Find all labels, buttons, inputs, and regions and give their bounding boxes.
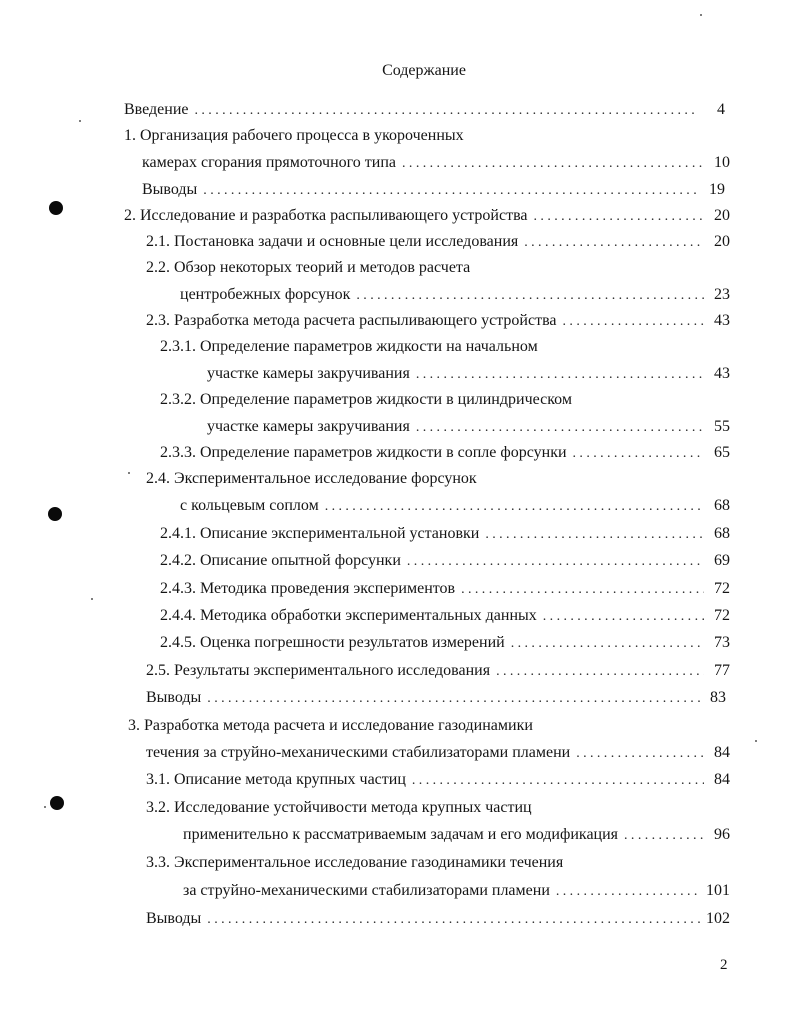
toc-entry-text: 3. Разработка метода расчета и исследование газодинамики xyxy=(128,717,533,734)
toc-entry xyxy=(124,127,464,149)
toc-entry-page: 83 xyxy=(710,689,726,706)
toc-entry xyxy=(146,689,726,711)
toc-entry-text: центробежных форсунок xyxy=(180,286,351,303)
toc-entry xyxy=(146,233,730,255)
toc-entry-text: 1. Организация рабочего процесса в укороченных xyxy=(124,127,464,144)
toc-entry-text: 3.2. Исследование устойчивости метода крупных частиц xyxy=(146,799,532,816)
toc-entry-text: течения за струйно-механическими стабилизаторами пламени xyxy=(146,744,571,761)
toc-entry-text: 2.1. Постановка задачи и основные цели исследования xyxy=(146,233,519,250)
toc-dot-leader xyxy=(412,773,704,789)
toc-dot-leader xyxy=(563,314,704,330)
toc-entry-text: 2.4.5. Оценка погрешности результатов измерений xyxy=(160,634,505,651)
toc-dot-leader xyxy=(496,664,704,680)
toc-entry xyxy=(160,338,538,360)
toc-entry xyxy=(160,444,730,466)
toc-entry xyxy=(180,497,730,519)
scan-speck xyxy=(128,472,130,474)
page-title: Содержание xyxy=(382,62,466,79)
toc-entry xyxy=(142,154,730,176)
toc-entry xyxy=(207,365,730,387)
toc-entry-page: 55 xyxy=(714,418,730,435)
toc-entry xyxy=(146,744,730,766)
toc-entry-text: 3.3. Экспериментальное исследование газодинамики течения xyxy=(146,854,564,871)
toc-entry xyxy=(146,771,730,793)
toc-entry-text: 2.4.2. Описание опытной форсунки xyxy=(160,552,401,569)
toc-entry-text: 2.4.4. Методика обработки экспериментальных данных xyxy=(160,607,537,624)
toc-entry-page: 84 xyxy=(714,744,730,761)
toc-dot-leader xyxy=(556,884,700,900)
toc-entry xyxy=(146,662,730,684)
toc-entry-text: 3.1. Описание метода крупных частиц xyxy=(146,771,406,788)
toc-dot-leader xyxy=(534,209,704,225)
toc-entry-page: 72 xyxy=(714,580,730,597)
toc-dot-leader xyxy=(416,367,704,383)
toc-entry-text: применительно к рассматриваемым задачам и его модификация xyxy=(183,826,619,843)
scan-speck xyxy=(755,740,757,742)
toc-dot-leader xyxy=(207,912,700,928)
toc-dot-leader xyxy=(461,582,704,598)
toc-entry xyxy=(146,799,532,821)
toc-dot-leader xyxy=(543,609,704,625)
toc-entry-text: Выводы xyxy=(146,910,202,927)
page-number: 2 xyxy=(720,957,728,973)
toc-entry xyxy=(183,882,730,904)
toc-entry-page: 72 xyxy=(714,607,730,624)
binder-hole-mark xyxy=(50,796,64,810)
toc-entry xyxy=(142,181,725,203)
toc-dot-leader xyxy=(511,636,704,652)
scan-speck xyxy=(44,806,46,808)
binder-hole-mark xyxy=(48,507,62,521)
toc-entry xyxy=(124,101,725,123)
toc-entry xyxy=(146,910,730,932)
toc-entry xyxy=(183,826,730,848)
toc-entry-text: Выводы xyxy=(146,689,202,706)
toc-entry-page: 43 xyxy=(714,365,730,382)
toc-dot-leader xyxy=(624,828,704,844)
binder-hole-mark xyxy=(49,201,63,215)
toc-entry xyxy=(146,470,477,492)
toc-dot-leader xyxy=(195,103,700,119)
toc-entry-page: 65 xyxy=(714,444,730,461)
scan-speck xyxy=(700,14,702,16)
toc-entry-text: 2.4. Экспериментальное исследование форсунок xyxy=(146,470,477,487)
toc-entry-page: 43 xyxy=(714,312,730,329)
toc-entry-page: 4 xyxy=(717,101,725,118)
toc-dot-leader xyxy=(203,183,699,199)
toc-entry-page: 102 xyxy=(706,910,730,927)
toc-entry xyxy=(146,259,470,281)
toc-entry-text: с кольцевым соплом xyxy=(180,497,319,514)
toc-dot-leader xyxy=(402,156,704,172)
toc-entry-text: 2. Исследование и разработка распыливающего устройства xyxy=(124,207,528,224)
toc-entry-page: 23 xyxy=(714,286,730,303)
toc-dot-leader xyxy=(485,527,704,543)
toc-dot-leader xyxy=(524,235,704,251)
toc-dot-leader xyxy=(325,499,704,515)
toc-entry-text: за струйно-механическими стабилизаторами пламени xyxy=(183,882,550,899)
toc-entry xyxy=(146,312,730,334)
toc-entry xyxy=(160,391,572,413)
toc-entry-page: 84 xyxy=(714,771,730,788)
toc-entry-text: 2.5. Результаты экспериментального исследования xyxy=(146,662,491,679)
toc-entry-text: 2.2. Обзор некоторых теорий и методов расчета xyxy=(146,259,471,276)
toc-entry-page: 96 xyxy=(714,826,730,843)
toc-entry xyxy=(124,207,730,229)
toc-entry-text: Выводы xyxy=(142,181,198,198)
toc-dot-leader xyxy=(416,420,704,436)
toc-entry-text: 2.4.1. Описание экспериментальной установки xyxy=(160,525,480,542)
toc-entry-page: 69 xyxy=(714,552,730,569)
toc-entry-page: 20 xyxy=(714,233,730,250)
toc-entry-page: 73 xyxy=(714,634,730,651)
toc-entry-text: 2.3.1. Определение параметров жидкости на начальном xyxy=(160,338,538,355)
toc-entry-text: камерах сгорания прямоточного типа xyxy=(142,154,397,171)
toc-entry-text: Введение xyxy=(124,101,189,118)
toc-entry xyxy=(160,607,730,629)
toc-dot-leader xyxy=(576,746,704,762)
toc-dot-leader xyxy=(207,691,700,707)
toc-entry-page: 19 xyxy=(709,181,725,198)
toc-entry-page: 68 xyxy=(714,497,730,514)
toc-entry xyxy=(146,854,563,876)
toc-entry xyxy=(180,286,730,308)
toc-entry xyxy=(160,552,730,574)
toc-entry xyxy=(160,525,730,547)
toc-entry-text: участке камеры закручивания xyxy=(207,365,410,382)
toc-entry-page: 20 xyxy=(714,207,730,224)
toc-dot-leader xyxy=(407,554,704,570)
toc-entry xyxy=(207,418,730,440)
toc-entry-text: 2.3.2. Определение параметров жидкости в цилиндрическом xyxy=(160,391,572,408)
toc-entry-page: 10 xyxy=(714,154,730,171)
toc-entry-page: 68 xyxy=(714,525,730,542)
scan-speck xyxy=(91,598,93,600)
toc-entry-text: 2.4.3. Методика проведения экспериментов xyxy=(160,580,456,597)
toc-entry xyxy=(160,580,730,602)
scan-speck xyxy=(79,120,81,122)
toc-entry-text: 2.3. Разработка метода расчета распыливающего устройства xyxy=(146,312,557,329)
toc-dot-leader xyxy=(573,446,704,462)
toc-dot-leader xyxy=(356,288,704,304)
toc-entry xyxy=(160,634,730,656)
toc-entry-text: 2.3.3. Определение параметров жидкости в сопле форсунки xyxy=(160,444,567,461)
toc-entry xyxy=(128,717,533,739)
toc-entry-page: 101 xyxy=(706,882,730,899)
toc-entry-text: участке камеры закручивания xyxy=(207,418,410,435)
toc-entry-page: 77 xyxy=(714,662,730,679)
